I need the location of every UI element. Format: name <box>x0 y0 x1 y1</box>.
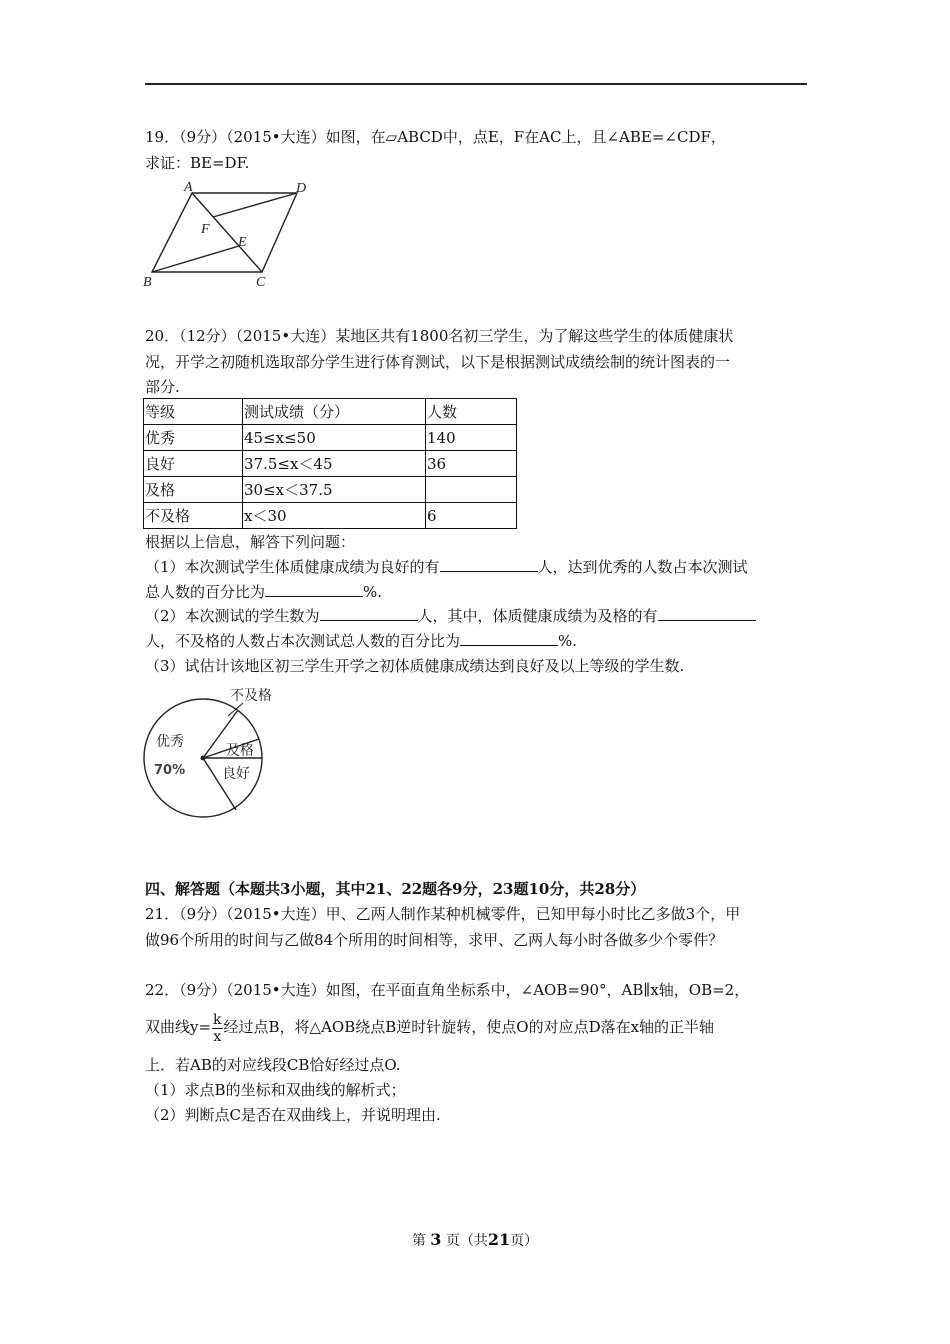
q20-part1-line2 <box>145 581 382 603</box>
parallelogram-abcd <box>152 193 297 272</box>
table-cell <box>426 477 517 503</box>
q19-parallelogram-figure <box>140 180 315 292</box>
fraction-denominator: x <box>213 1028 222 1045</box>
pie-center-dot <box>201 756 206 761</box>
fraction-numerator: k <box>213 1011 222 1028</box>
table-cell: 37.5≤x＜45 <box>243 451 426 477</box>
footer-prefix: 第 <box>411 1233 426 1249</box>
q22-part2: （2）判断点C是否在双曲线上，并说明理由. <box>145 1106 441 1124</box>
footer-middle: 页（共 <box>445 1233 488 1249</box>
q20-line-2: 况，开学之初随机选取部分学生进行体育测试，以下是根据测试成绩绘制的统计图表的一 <box>145 353 731 371</box>
answer-blank <box>460 631 558 646</box>
q22-part1: （1）求点B的坐标和双曲线的解析式； <box>145 1081 406 1099</box>
footer-page-number: 3 <box>430 1230 442 1249</box>
q20-p1-text-c: 总人数的百分比为 <box>145 583 266 601</box>
section-4-title: 四、解答题（本题共3小题，其中21、22题各9分，23题10分，共28分） <box>145 880 646 898</box>
header-rule <box>145 83 807 85</box>
answer-blank <box>265 582 363 597</box>
q20-pie-chart <box>140 682 290 822</box>
label-f: F <box>201 222 210 237</box>
q20-p2-text-d: %. <box>558 632 578 650</box>
fraction-k-over-x <box>212 1012 222 1045</box>
answer-blank <box>658 606 756 621</box>
label-a: A <box>184 180 193 195</box>
label-d: D <box>296 181 307 196</box>
q22-text-b: 经过点B，将△AOB绕点B逆时针旋转，使点O的对应点D落在x轴的正半轴 <box>223 1018 715 1036</box>
q20-intro: 根据以上信息，解答下列问题： <box>145 533 356 551</box>
q22-line-1: 22．（9分）（2015•大连）如图，在平面直角坐标系中，∠AOB=90°，AB∥x轴，OB=2， <box>145 981 750 999</box>
q20-part2-line2 <box>145 630 577 652</box>
pie-label-fail: 不及格 <box>230 688 272 704</box>
table-header: 测试成绩（分） <box>243 399 426 425</box>
segment-df <box>213 193 297 217</box>
table-cell: 30≤x＜37.5 <box>243 477 426 503</box>
table-row <box>144 425 517 451</box>
pie-label-excellent-pct: 70% <box>154 763 186 778</box>
footer-suffix: 页） <box>510 1233 539 1249</box>
table-header: 人数 <box>426 399 517 425</box>
answer-blank <box>440 557 538 572</box>
table-cell: 及格 <box>144 477 243 503</box>
table-cell: x＜30 <box>243 503 426 529</box>
q19-line-2: 求证：BE=DF. <box>145 154 250 172</box>
label-b: B <box>143 275 152 290</box>
q22-line-2 <box>145 1010 714 1045</box>
table-cell: 140 <box>426 425 517 451</box>
q20-p2-text-c: 人，不及格的人数占本次测试总人数的百分比为 <box>145 632 461 650</box>
table-cell: 45≤x≤50 <box>243 425 426 451</box>
label-c: C <box>256 275 266 290</box>
q20-p1-text-b: 人，达到优秀的人数占本次测试 <box>537 558 748 576</box>
q20-p2-text-b: 人，其中，体质健康成绩为及格的有 <box>417 607 658 625</box>
q22-text-a: 双曲线y= <box>145 1018 212 1036</box>
score-table <box>143 398 517 529</box>
table-cell: 优秀 <box>144 425 243 451</box>
q20-p1-text-a: （1）本次测试学生体质健康成绩为良好的有 <box>145 558 440 576</box>
table-header-row <box>144 399 517 425</box>
q20-part2-line1 <box>145 605 756 627</box>
q20-line-1: 20．（12分）（2015•大连）某地区共有1800名初三学生，为了解这些学生的体质健康状 <box>145 327 734 345</box>
pie-label-pass: 及格 <box>226 743 254 759</box>
q19-line-1: 19．（9分）（2015•大连）如图，在▱ABCD中，点E，F在AC上，且∠ABE=∠CDF， <box>145 128 726 146</box>
table-cell: 6 <box>426 503 517 529</box>
page-footer <box>0 1230 950 1250</box>
q21-line-1: 21．（9分）（2015•大连）甲、乙两人制作某种机械零件，已知甲每小时比乙多做3个，甲 <box>145 905 741 923</box>
table-header: 等级 <box>144 399 243 425</box>
label-e: E <box>238 235 247 250</box>
pie-label-excellent: 优秀 <box>156 734 184 750</box>
table-cell: 不及格 <box>144 503 243 529</box>
footer-total-pages: 21 <box>487 1230 511 1249</box>
q22-line-3: 上．若AB的对应线段CB恰好经过点O. <box>145 1056 401 1074</box>
q20-part3: （3）试估计该地区初三学生开学之初体质健康成绩达到良好及以上等级的学生数. <box>145 657 685 675</box>
pie-label-good: 良好 <box>222 766 250 782</box>
table-cell: 36 <box>426 451 517 477</box>
q20-p2-text-a: （2）本次测试的学生数为 <box>145 607 320 625</box>
q20-part1-line1 <box>145 556 748 578</box>
answer-blank <box>320 606 418 621</box>
segment-be <box>152 246 239 272</box>
table-row <box>144 503 517 529</box>
table-row <box>144 477 517 503</box>
q21-line-2: 做96个所用的时间与乙做84个所用的时间相等，求甲、乙两人每小时各做多少个零件？ <box>145 931 724 949</box>
q20-line-3: 部分. <box>145 378 180 396</box>
q20-p1-text-d: %. <box>363 583 383 601</box>
table-row <box>144 451 517 477</box>
table-cell: 良好 <box>144 451 243 477</box>
